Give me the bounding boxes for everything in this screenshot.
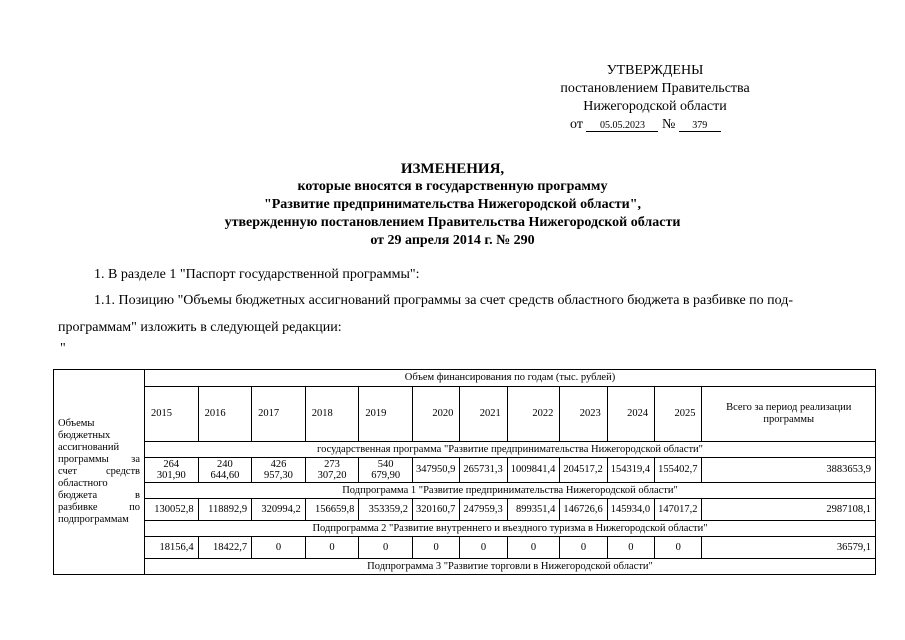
total-header: Всего за период реализации программы — [702, 387, 876, 442]
value-cell: 899351,4 — [507, 499, 560, 521]
section-title: Подпрограмма 3 "Развитие торговли в Нижегородской области" — [145, 559, 876, 575]
value-cell: 0 — [507, 537, 560, 559]
approval-from-label: от — [570, 117, 583, 132]
value-cell: 1009841,4 — [507, 458, 560, 483]
value-cell: 0 — [560, 537, 607, 559]
approval-line2: Нижегородской области — [583, 99, 727, 114]
value-cell: 353359,2 — [359, 499, 413, 521]
value-cell: 264 301,90 — [145, 458, 199, 483]
total-cell: 36579,1 — [702, 537, 876, 559]
value-cell: 154319,4 — [607, 458, 654, 483]
value-cell: 0 — [359, 537, 413, 559]
section-title: Подпрограмма 2 "Развитие внутреннего и въездного туризма в Нижегородской области" — [145, 521, 876, 537]
year-cell: 2016 — [198, 387, 252, 442]
row-label: Объемы бюджетных ассигнований программы за счет средств областного бюджета в разбивке по подпрограммам — [54, 370, 145, 575]
approval-stamp — [540, 62, 770, 134]
approval-date: 05.05.2023 — [586, 120, 658, 132]
year-cell: 2019 — [359, 387, 413, 442]
value-cell: 265731,3 — [460, 458, 507, 483]
value-cell: 0 — [607, 537, 654, 559]
value-cell: 18156,4 — [145, 537, 199, 559]
value-cell: 426 957,30 — [252, 458, 306, 483]
heading-line2: "Развитие предпринимательства Нижегородской области", — [263, 197, 642, 212]
approval-number: 379 — [679, 120, 721, 132]
value-cell: 320994,2 — [252, 499, 306, 521]
opening-quote: " — [60, 341, 66, 356]
document-heading — [0, 160, 905, 250]
value-cell: 118892,9 — [198, 499, 252, 521]
year-cell: 2023 — [560, 387, 607, 442]
value-cell: 156659,8 — [305, 499, 359, 521]
year-cell: 2018 — [305, 387, 359, 442]
year-cell: 2015 — [145, 387, 199, 442]
approval-number-label: № — [661, 117, 676, 132]
value-cell: 347950,9 — [412, 458, 459, 483]
year-cell: 2021 — [460, 387, 507, 442]
value-cell: 273 307,20 — [305, 458, 359, 483]
value-cell: 320160,7 — [412, 499, 459, 521]
value-cell: 204517,2 — [560, 458, 607, 483]
value-cell: 145934,0 — [607, 499, 654, 521]
value-cell: 146726,6 — [560, 499, 607, 521]
approval-line1: постановлением Правительства — [560, 81, 750, 96]
value-cell: 155402,7 — [655, 458, 702, 483]
section-title: государственная программа "Развитие предпринимательства Нижегородской области" — [145, 442, 876, 458]
value-cell: 247959,3 — [460, 499, 507, 521]
year-cell: 2020 — [412, 387, 459, 442]
value-cell: 0 — [252, 537, 306, 559]
paragraph-2-line2: программам" изложить в следующей редакции: — [58, 320, 342, 335]
paragraph-2-line1: 1.1. Позицию "Объемы бюджетных ассигнований программы за счет средств областного бюджета в разбивке по под- — [94, 293, 794, 308]
value-cell: 540 679,90 — [359, 458, 413, 483]
value-cell: 18422,7 — [198, 537, 252, 559]
value-cell: 0 — [460, 537, 507, 559]
heading-line4: от 29 апреля 2014 г. № 290 — [370, 233, 535, 248]
approval-title: УТВЕРЖДЕНЫ — [606, 63, 704, 78]
year-cell: 2022 — [507, 387, 560, 442]
budget-table — [53, 369, 876, 575]
year-cell: 2025 — [655, 387, 702, 442]
year-cell: 2017 — [252, 387, 306, 442]
year-cell: 2024 — [607, 387, 654, 442]
financing-header: Объем финансирования по годам (тыс. рублей) — [145, 370, 876, 387]
value-cell: 0 — [412, 537, 459, 559]
value-cell: 0 — [655, 537, 702, 559]
approval-date-line — [540, 116, 770, 134]
document-title: ИЗМЕНЕНИЯ, — [400, 161, 505, 177]
value-cell: 240 644,60 — [198, 458, 252, 483]
value-cell: 130052,8 — [145, 499, 199, 521]
section-title: Подпрограмма 1 "Развитие предпринимательства Нижегородской области" — [145, 483, 876, 499]
value-cell: 147017,2 — [655, 499, 702, 521]
heading-line1: которые вносятся в государственную программу — [297, 179, 608, 194]
heading-line3: утвержденную постановлением Правительства Нижегородской области — [224, 215, 681, 230]
paragraph-1: 1. В разделе 1 "Паспорт государственной программы": — [94, 267, 420, 282]
value-cell: 0 — [305, 537, 359, 559]
total-cell: 2987108,1 — [702, 499, 876, 521]
total-cell: 3883653,9 — [702, 458, 876, 483]
